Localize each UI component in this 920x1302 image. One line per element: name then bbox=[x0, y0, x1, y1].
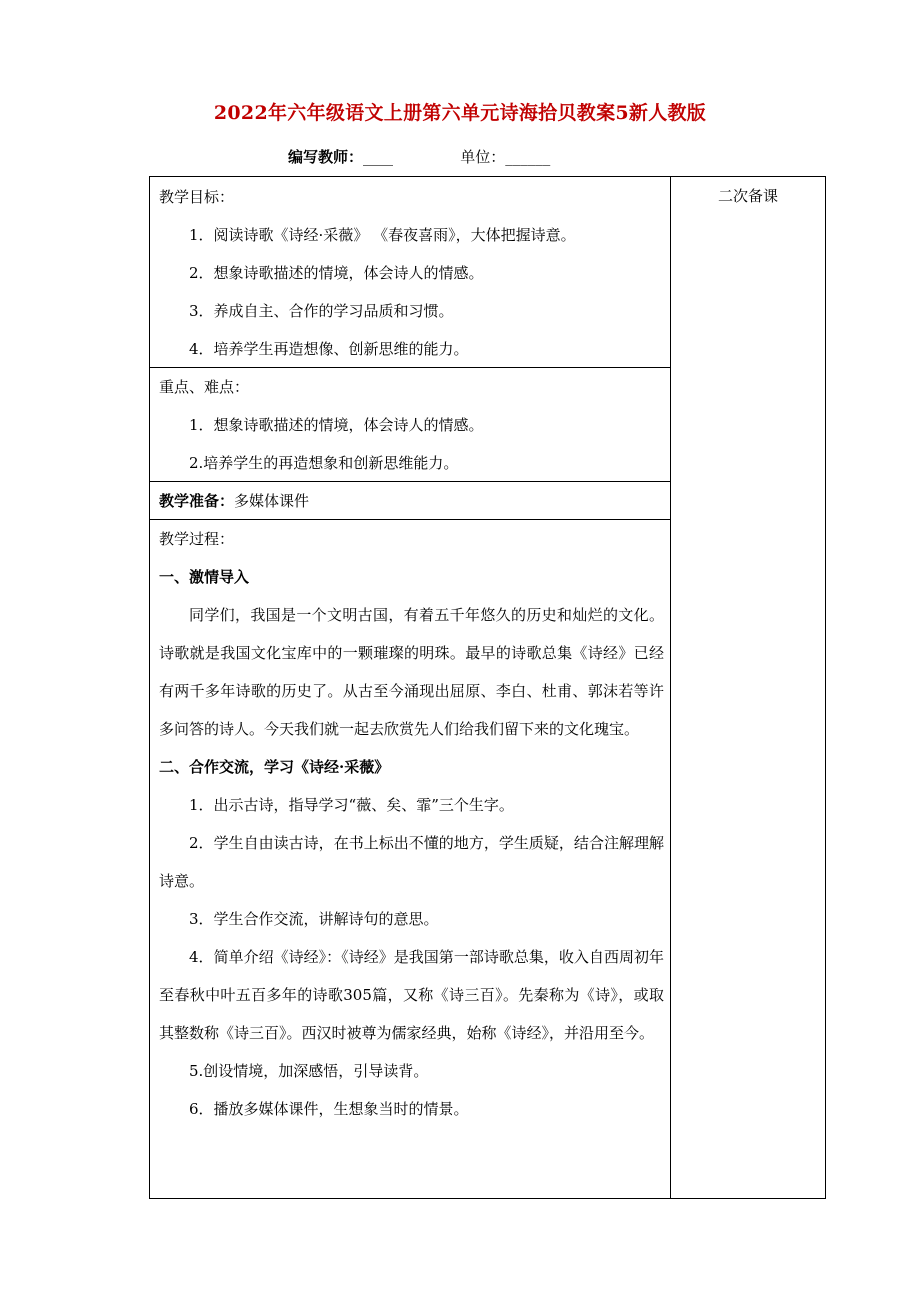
document-meta bbox=[288, 146, 550, 168]
column-divider bbox=[670, 177, 671, 1198]
author-label: 编写教师： bbox=[288, 148, 364, 166]
part2-item: 2．学生自由读古诗，在书上标出不懂的地方，学生质疑，结合注解理解诗意。 bbox=[159, 834, 664, 890]
part2-item: 4．简单介绍《诗经》：《诗经》是我国第一部诗歌总集，收入自西周初年至春秋中叶五百多年的诗歌305篇，又称《诗三百》。先秦称为《诗》，或取其整数称《诗三百》。西汉时被尊为儒家经典，始称《诗经》，并沿用至今。 bbox=[159, 948, 664, 1042]
document-title: 2022年六年级语文上册第六单元诗海拾贝教案5新人教版 bbox=[213, 102, 707, 124]
preparation-label: 教学准备： bbox=[159, 492, 235, 510]
author-blank: ____ bbox=[363, 148, 394, 166]
key-point-item: 1．想象诗歌描述的情境，体会诗人的情感。 bbox=[189, 416, 484, 434]
process-section bbox=[159, 520, 664, 1128]
secondary-prep-label: 二次备课 bbox=[717, 187, 778, 205]
goals-section bbox=[159, 178, 664, 368]
goal-item: 4．培养学生再造想像、创新思维的能力。 bbox=[189, 340, 469, 358]
part2-title: 二、合作交流，学习《诗经·采薇》 bbox=[159, 758, 390, 776]
part1-title: 一、激情导入 bbox=[159, 568, 250, 586]
goals-heading: 教学目标： bbox=[159, 188, 235, 206]
unit-label: 单位： bbox=[460, 148, 506, 166]
goal-item: 2．想象诗歌描述的情境，体会诗人的情感。 bbox=[189, 264, 484, 282]
preparation-section bbox=[159, 482, 664, 520]
part2-item: 5.创设情境，加深感悟，引导读背。 bbox=[189, 1062, 429, 1080]
key-points-section bbox=[159, 368, 664, 482]
goal-item: 3．养成自主、合作的学习品质和习惯。 bbox=[189, 302, 454, 320]
lesson-plan-table bbox=[149, 176, 826, 1199]
part2-item: 6．播放多媒体课件，生想象当时的情景。 bbox=[189, 1100, 469, 1118]
preparation-value: 多媒体课件 bbox=[234, 492, 310, 510]
key-points-heading: 重点、难点： bbox=[159, 378, 250, 396]
part2-item: 1．出示古诗，指导学习“薇、矣、霏”三个生字。 bbox=[189, 796, 514, 814]
unit-blank: ______ bbox=[505, 148, 551, 166]
key-point-item: 2.培养学生的再造想象和创新思维能力。 bbox=[189, 454, 459, 472]
process-heading: 教学过程： bbox=[159, 530, 235, 548]
part2-item: 3．学生合作交流，讲解诗句的意思。 bbox=[189, 910, 439, 928]
part1-text: 同学们，我国是一个文明古国，有着五千年悠久的历史和灿烂的文化。诗歌就是我国文化宝库中的一颗璀璨的明珠。最早的诗歌总集《诗经》已经有两千多年诗歌的历史了。从古至今涌现出屈原、李白、杜甫、郭沫若等许多问答的诗人。今天我们就一起去欣赏先人们给我们留下来的文化瑰宝。 bbox=[159, 606, 664, 738]
goal-item: 1．阅读诗歌《诗经·采薇》 《春夜喜雨》，大体把握诗意。 bbox=[189, 226, 576, 244]
